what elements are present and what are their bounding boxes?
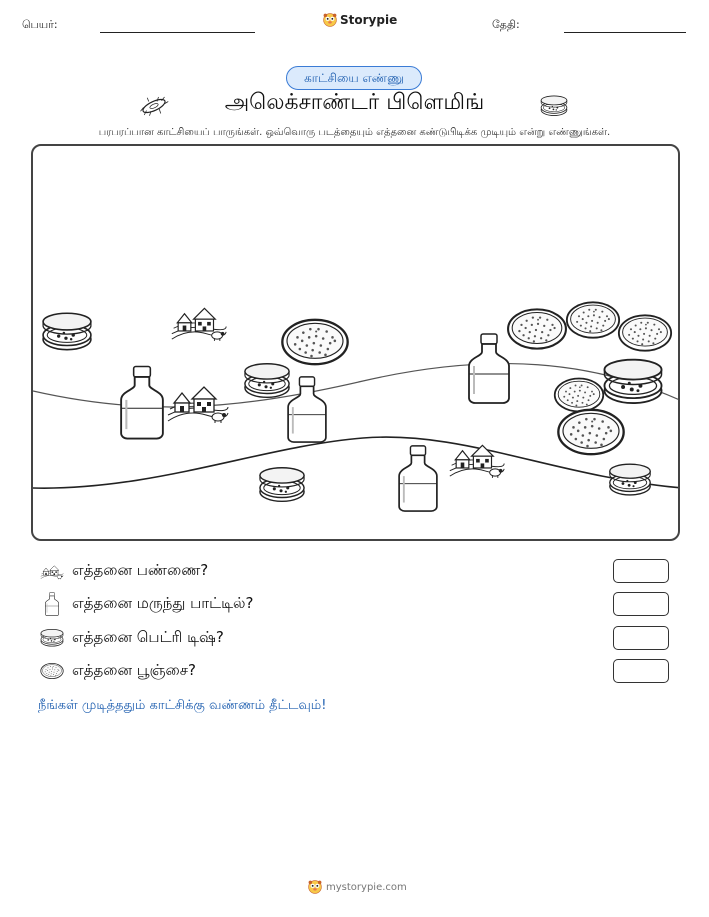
answer-box[interactable] <box>613 659 669 683</box>
petri-dish-icon <box>540 94 568 118</box>
question-row <box>40 626 224 650</box>
answer-box[interactable] <box>613 559 669 583</box>
storypie-mascot-icon <box>323 13 337 27</box>
name-field[interactable] <box>100 32 255 33</box>
instructions: பரபரப்பான காட்சியைப் பாருங்கள். ஒவ்வொரு படத்தையும் எத்தனை கண்டுபிடிக்க முடியும் என்று எண்ணுங்கள். <box>98 127 611 138</box>
farm-icon <box>448 437 506 479</box>
petri-dish-icon <box>40 627 64 649</box>
medicine-bottle-icon <box>395 444 441 512</box>
site-url: mystorypie.com <box>326 881 407 893</box>
scene-hills <box>33 146 680 541</box>
coloring-note: நீங்கள் முடித்ததும் காட்சிக்கு வண்ணம் தீட்டவும்! <box>38 698 327 713</box>
brand-logo <box>323 13 397 27</box>
farm-icon <box>166 378 230 424</box>
question-text: எத்தனை பூஞ்சை? <box>72 661 197 679</box>
petri-dish-icon <box>602 356 664 408</box>
question-row <box>40 559 208 583</box>
question-text: எத்தனை பண்ணை? <box>72 561 209 579</box>
question-row <box>40 592 253 616</box>
answer-box[interactable] <box>613 592 669 616</box>
petri-dish-icon <box>258 464 306 506</box>
name-label: பெயர்: <box>22 18 58 31</box>
activity-tag: காட்சியை எண்ணு <box>286 66 422 90</box>
petri-dish-icon <box>41 310 93 354</box>
counting-scene <box>31 144 680 541</box>
farm-icon <box>170 300 228 342</box>
fungus-icon <box>565 299 621 341</box>
question-text: எத்தனை மருந்து பாட்டில்? <box>72 594 254 612</box>
medicine-bottle-icon <box>40 593 64 615</box>
date-label: தேதி: <box>492 18 520 31</box>
question-row <box>40 659 196 683</box>
fungus-icon <box>617 312 673 354</box>
brand-name: Storypie <box>340 13 398 27</box>
page-title: அலெக்சாண்டர் பிளெமிங் <box>224 90 485 115</box>
farm-icon <box>40 560 64 582</box>
fungus-icon <box>40 660 64 682</box>
fungus-icon <box>280 316 350 368</box>
site-credit <box>308 880 407 894</box>
medicine-bottle-icon <box>285 375 329 443</box>
date-field[interactable] <box>564 32 686 33</box>
fungus-icon <box>506 306 568 352</box>
petri-dish-icon <box>608 460 652 500</box>
answer-box[interactable] <box>613 626 669 650</box>
fungus-icon <box>556 406 626 458</box>
question-text: எத்தனை பெட்ரி டிஷ்? <box>72 628 224 646</box>
storypie-mascot-icon <box>308 880 322 894</box>
medicine-bottle-icon <box>118 364 166 440</box>
